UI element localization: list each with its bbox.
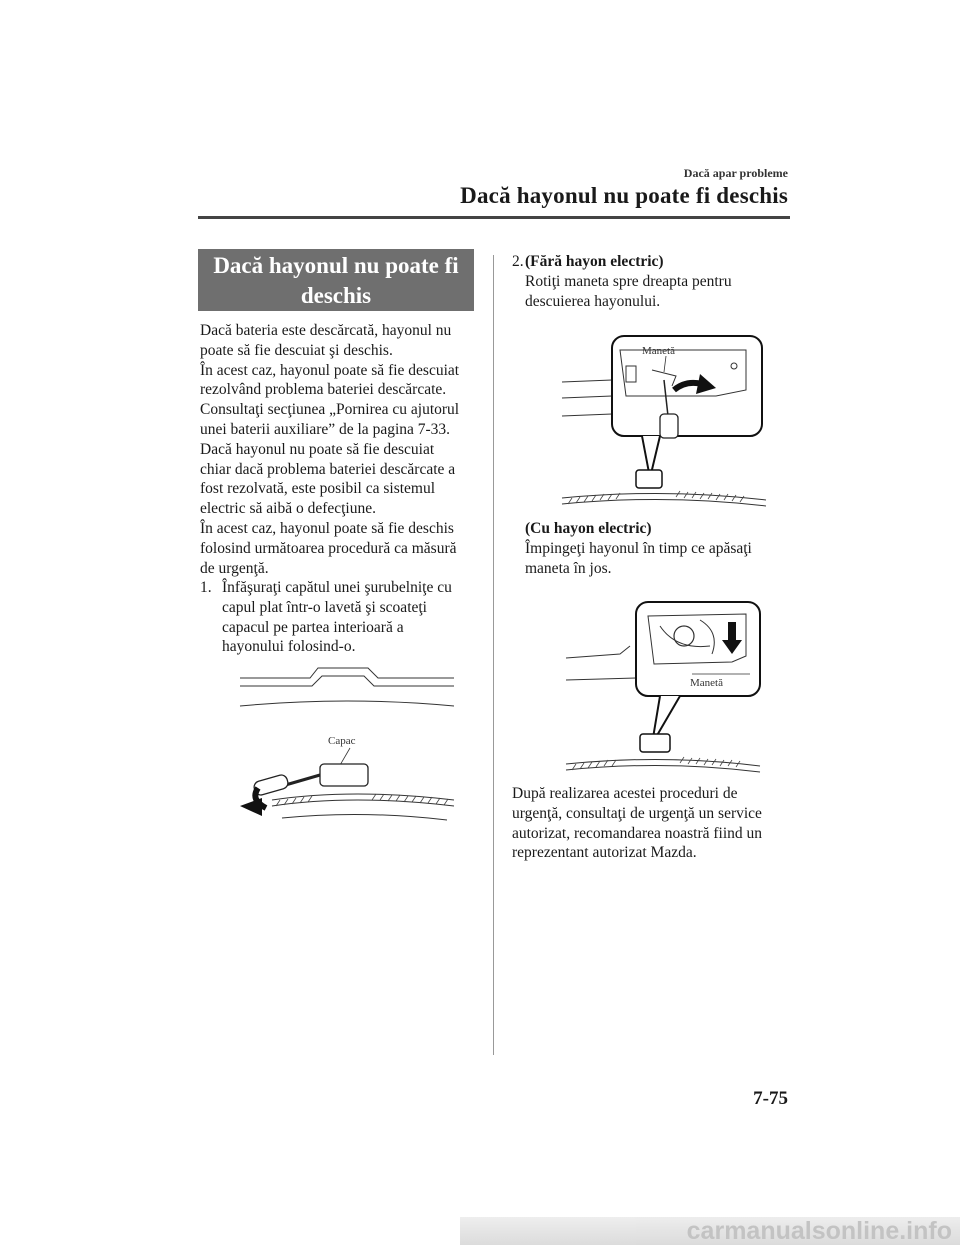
figure-lever-manual (556, 330, 776, 510)
intro-line: fost rezolvată, este posibil ca sistemul (200, 480, 436, 498)
intro-line: Consultaţi secţiunea „Pornirea cu ajutorul (200, 401, 460, 419)
step-2-title: (Fără hayon electric) (525, 253, 664, 270)
section-title (198, 249, 474, 311)
header-rule (198, 216, 790, 219)
column-divider (493, 255, 494, 1055)
intro-line: rezolvând problema bateriei descărcate. (200, 381, 447, 399)
intro-line: electric să aibă o defecţiune. (200, 500, 376, 518)
step-2b-line: maneta în jos. (525, 559, 612, 577)
step-1-number: 1. (200, 579, 212, 596)
intro-line: de urgenţă. (200, 559, 269, 577)
intro-paragraph (200, 321, 475, 578)
closing-line: După realizarea acestei proceduri de (512, 785, 738, 802)
step-1-line: hayonului folosind-o. (222, 638, 356, 656)
step-1-line: capacul pe partea interioară a (222, 618, 404, 636)
figure-label-maneta-2: Manetă (690, 677, 723, 689)
step-2b-text (525, 519, 752, 578)
closing-paragraph (512, 784, 792, 863)
step-2 (512, 252, 792, 314)
step-1-line: Înfăşuraţi capătul unei şurubelniţe cu (222, 579, 452, 596)
closing-line: reprezentant autorizat Mazda. (512, 844, 697, 862)
closing-line: urgenţă, consultaţi de urgenţă un service (512, 804, 762, 822)
step-2-number: 2. (512, 253, 524, 270)
running-header-title: Dacă hayonul nu poate fi deschis (460, 183, 788, 208)
step-1 (200, 578, 480, 658)
intro-line: folosind următoarea procedură ca măsură (200, 539, 457, 557)
step-2-line: Rotiţi maneta spre dreapta pentru (525, 272, 732, 290)
intro-line: Dacă hayonul nu poate să fie descuiat (200, 440, 435, 458)
step-1-text (222, 578, 452, 657)
intro-line: Dacă bateria este descărcată, hayonul nu (200, 322, 452, 339)
figure-label-maneta-1: Manetă (642, 345, 675, 357)
step-2b-line: Împingeţi hayonul în timp ce apăsaţi (525, 539, 752, 557)
figure-lever-power (560, 596, 770, 778)
intro-line: chiar dacă problema bateriei descărcate a (200, 460, 456, 478)
page-number: 7-75 (753, 1088, 788, 1109)
closing-line: autorizat, recomandarea noastră fiind un (512, 824, 763, 842)
section-title-line1: Dacă hayonul nu poate fi (213, 253, 459, 278)
figure-cover-removal (232, 660, 462, 830)
step-1-line: capul plat într-o lavetă şi scoateţi (222, 598, 427, 616)
step-2b (525, 519, 795, 581)
figure-label-capac: Capac (328, 735, 356, 747)
intro-line: unei baterii auxiliare” de la pagina 7-33. (200, 420, 451, 438)
step-2-line: descuierea hayonului. (525, 292, 661, 310)
step-2-text (525, 252, 732, 311)
watermark: carmanualsonline.info (460, 1217, 960, 1245)
section-title-line2: deschis (300, 283, 372, 308)
running-header-chapter: Dacă apar probleme (683, 166, 788, 180)
intro-line: poate să fie descuiat şi deschis. (200, 341, 393, 359)
step-2b-title: (Cu hayon electric) (525, 520, 652, 537)
intro-line: În acest caz, hayonul poate să fie deschis (200, 519, 454, 537)
intro-line: În acest caz, hayonul poate să fie descuiat (200, 361, 460, 379)
